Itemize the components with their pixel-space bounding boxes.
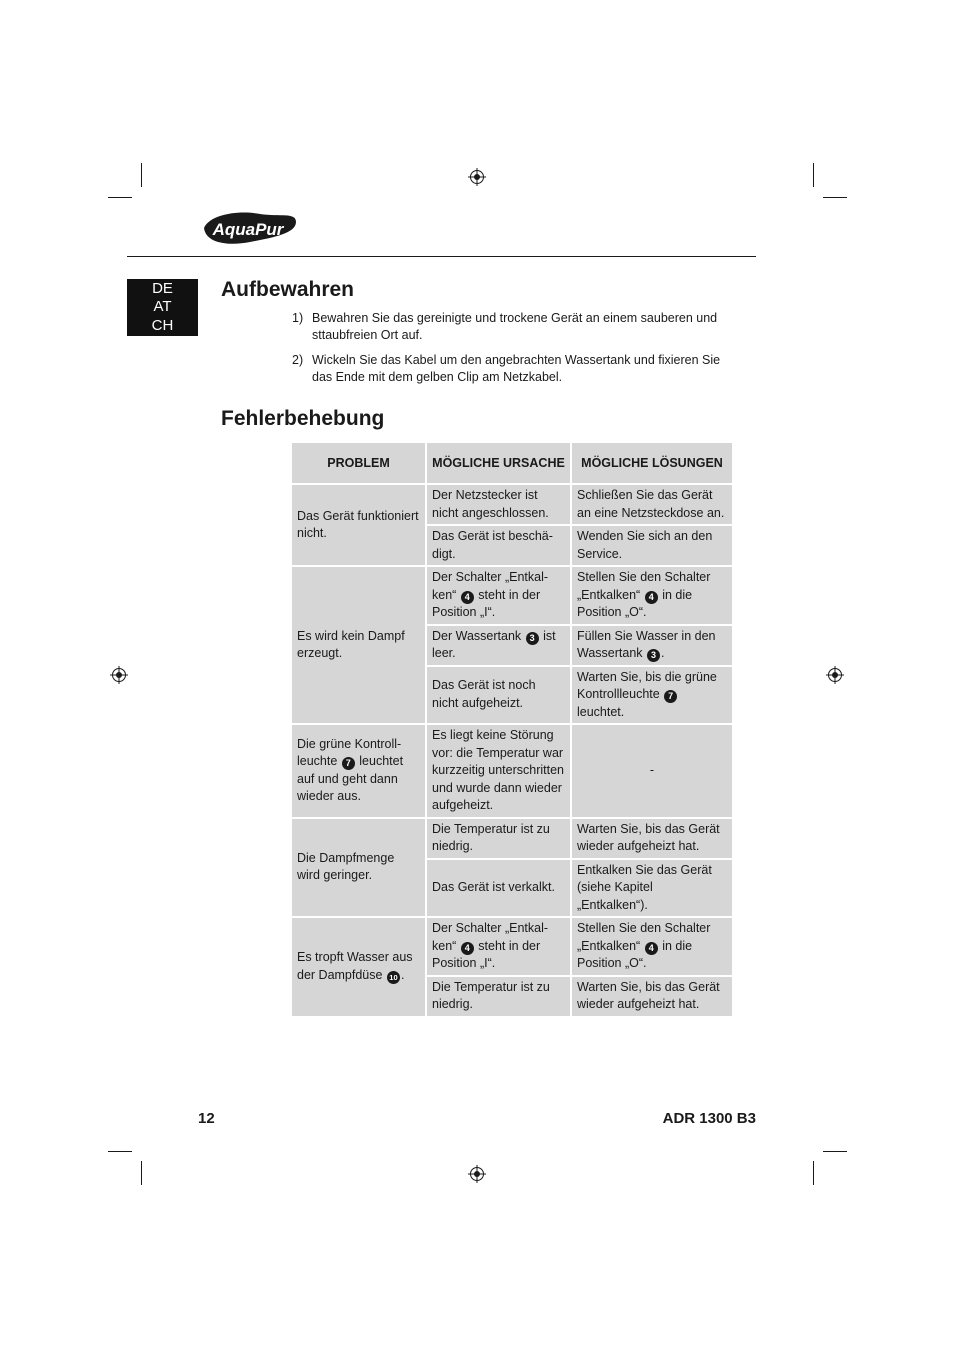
registration-mark-icon [826, 666, 844, 684]
solution-cell [571, 666, 733, 725]
cause-cell: Der Netzstecker ist nicht angeschlossen. [426, 484, 571, 525]
solution-cell: Schließen Sie das Gerät an eine Netzsteckdose an. [571, 484, 733, 525]
crop-mark [108, 1151, 132, 1152]
language-code: AT [153, 298, 172, 316]
registration-mark-icon [110, 666, 128, 684]
solution-text: in die Position „O“. [577, 587, 693, 619]
problem-text: Die grüne Kontroll-leuchte [297, 736, 402, 769]
part-number-badge: 10 [387, 971, 400, 984]
cause-cell [426, 917, 571, 976]
column-header-problem: PROBLEM [291, 442, 426, 484]
problem-cell: Die Dampfmenge wird geringer. [291, 818, 426, 918]
language-code: CH [151, 316, 174, 334]
language-tab [127, 279, 198, 336]
solution-text: Stellen Sie den Schalter „Entkalken“ [577, 570, 711, 602]
crop-mark [108, 197, 132, 198]
table-row [291, 724, 733, 818]
solution-cell: - [571, 724, 733, 818]
aquapur-logo [200, 208, 298, 248]
solution-text: Stellen Sie den Schalter „Entkalken“ [577, 921, 711, 953]
problem-cell [291, 724, 426, 818]
cause-cell: Das Gerät ist noch nicht aufgeheizt. [426, 666, 571, 725]
problem-cell [291, 917, 426, 1017]
cause-text: Der Schalter „Entkal-ken“ [432, 570, 549, 602]
cause-cell: Die Temperatur ist zu niedrig. [426, 818, 571, 859]
step-text: Bewahren Sie das gereinigte und trockene Gerät an einem sauberen und sttaubfreien Ort auf. [312, 311, 718, 342]
page-number: 12 [198, 1110, 215, 1127]
part-number-badge: 4 [645, 591, 658, 604]
part-number-badge: 7 [342, 757, 355, 770]
cause-cell: Die Temperatur ist zu niedrig. [426, 976, 571, 1017]
cause-cell [426, 625, 571, 666]
problem-cell: Es wird kein Dampf erzeugt. [291, 566, 426, 724]
problem-text: Es tropft Wasser aus der Dampfdüse [297, 950, 413, 982]
svg-text:AquaPur: AquaPur [212, 220, 284, 239]
solution-cell: Wenden Sie sich an den Service. [571, 525, 733, 566]
section-title-storage: Aufbewahren [221, 278, 355, 301]
part-number-badge: 4 [461, 942, 474, 955]
step-number: 2) [292, 353, 304, 367]
cause-cell [426, 566, 571, 625]
column-header-cause: MÖGLICHE URSACHE [426, 442, 571, 484]
table-row [291, 484, 733, 525]
cause-text: steht in der Position „I“. [432, 938, 541, 970]
crop-mark [813, 163, 814, 187]
model-number: ADR 1300 B3 [662, 1110, 756, 1127]
table-header-row [291, 442, 733, 484]
cause-text: ist leer. [432, 628, 556, 660]
solution-text: . [661, 646, 665, 660]
part-number-badge: 3 [647, 649, 660, 662]
crop-mark [823, 1151, 847, 1152]
cause-cell: Es liegt keine Störung vor: die Temperatur war kurzzeitig unterschritten und wurde dann wieder aufgeheizt. [426, 724, 571, 818]
part-number-badge: 4 [461, 591, 474, 604]
step-number: 1) [292, 311, 304, 325]
list-item [292, 310, 732, 344]
solution-cell: Entkalken Sie das Gerät (siehe Kapitel „Entkalken“). [571, 859, 733, 918]
solution-text: Füllen Sie Wasser in den Wassertank [577, 628, 716, 660]
part-number-badge: 4 [645, 942, 658, 955]
problem-text: . [400, 967, 405, 982]
solution-cell [571, 625, 733, 666]
list-item [292, 352, 732, 386]
cause-text: Der Schalter „Entkal-ken“ [432, 921, 549, 953]
cause-cell: Das Gerät ist verkalkt. [426, 859, 571, 918]
table-row [291, 566, 733, 625]
crop-mark [141, 1161, 142, 1185]
solution-cell [571, 917, 733, 976]
cause-text: steht in der Position „I“. [432, 587, 541, 619]
solution-text: Warten Sie, bis die grüne Kontrollleuchte [577, 669, 717, 701]
column-header-solution: MÖGLICHE LÖSUNGEN [571, 442, 733, 484]
crop-mark [141, 163, 142, 187]
solution-cell: Warten Sie, bis das Gerät wieder aufgeheizt hat. [571, 976, 733, 1017]
solution-cell [571, 566, 733, 625]
part-number-badge: 7 [664, 690, 677, 703]
cause-text: Der Wassertank [432, 628, 522, 643]
step-text: Wickeln Sie das Kabel um den angebrachten Wassertank und fixieren Sie das Ende mit dem gelben Clip am Netzkabel. [312, 353, 721, 384]
table-row [291, 917, 733, 976]
troubleshooting-table [290, 441, 734, 1018]
registration-mark-icon [468, 168, 486, 186]
cause-cell: Das Gerät ist beschä-digt. [426, 525, 571, 566]
problem-cell: Das Gerät funktioniert nicht. [291, 484, 426, 566]
storage-steps [292, 310, 732, 394]
crop-mark [813, 1161, 814, 1185]
solution-text: leuchtet. [577, 704, 625, 719]
registration-mark-icon [468, 1165, 486, 1183]
problem-text: leuchtet auf und geht dann wieder aus. [297, 754, 404, 804]
part-number-badge: 3 [526, 632, 539, 645]
header-rule [127, 256, 756, 257]
language-code: DE [152, 279, 173, 297]
table-row [291, 818, 733, 859]
crop-mark [823, 197, 847, 198]
solution-text: in die Position „O“. [577, 938, 693, 970]
section-title-troubleshooting: Fehlerbehebung [221, 407, 385, 430]
solution-cell: Warten Sie, bis das Gerät wieder aufgeheizt hat. [571, 818, 733, 859]
